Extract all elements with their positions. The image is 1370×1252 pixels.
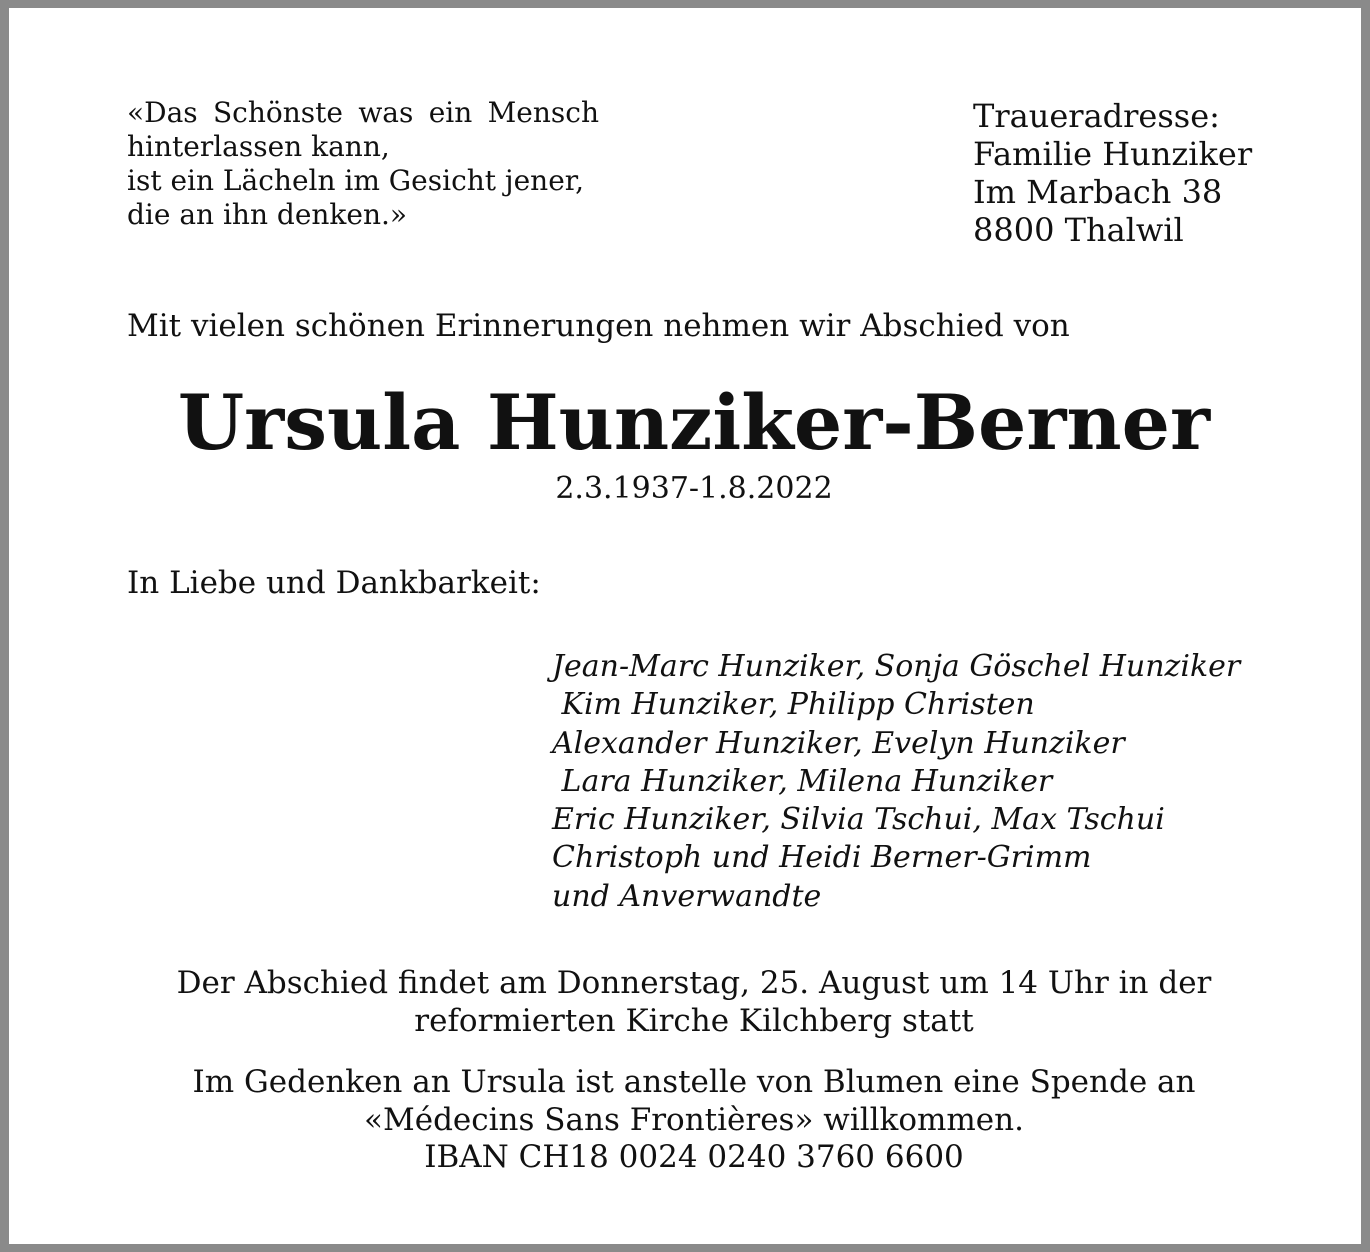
donation-line: Im Gedenken an Ursula ist anstelle von Blumen eine Spende an <box>192 1064 1196 1100</box>
address-street: Im Marbach 38 <box>973 173 1223 211</box>
donation-line: «Médecins Sans Frontières» willkommen. <box>364 1101 1024 1138</box>
ceremony-info <box>9 964 1370 1040</box>
quote-line: die an ihn denken.» <box>127 198 408 231</box>
memorial-quote <box>127 96 599 232</box>
family-line: Eric Hunziker, Silvia Tschui, Max Tschui <box>552 802 1165 838</box>
family-line: Lara Hunziker, Milena Hunziker <box>552 763 1053 799</box>
life-dates: 2.3.1937-1.8.2022 <box>555 471 833 506</box>
address-label: Traueradresse: <box>973 97 1220 135</box>
family-line: Kim Hunziker, Philipp Christen <box>552 687 1035 723</box>
family-line: und Anverwandte <box>552 878 822 914</box>
quote-line: ist ein Lächeln im Gesicht jener, <box>127 164 584 197</box>
iban: IBAN CH18 0024 0240 3760 6600 <box>424 1139 964 1175</box>
family-line: Alexander Hunziker, Evelyn Hunziker <box>552 725 1125 761</box>
quote-line: «Das Schönste was ein Mensch <box>127 96 599 129</box>
deceased-name: Ursula Hunziker-Berner <box>177 378 1211 467</box>
address-family: Familie Hunziker <box>973 135 1253 173</box>
address-city: 8800 Thalwil <box>973 211 1184 249</box>
ceremony-line: reformierten Kirche Kilchberg statt <box>414 1003 974 1039</box>
mourning-address <box>973 97 1252 249</box>
intro-text: Mit vielen schönen Erinnerungen nehmen wir Abschied von <box>127 308 1070 344</box>
ceremony-line: Der Abschied findet am Donnerstag, 25. August um 14 Uhr in der <box>176 965 1212 1001</box>
family-line: Christoph und Heidi Berner-Grimm <box>552 840 1092 876</box>
donation-info <box>9 1064 1370 1177</box>
quote-line: hinterlassen kann, <box>127 130 390 163</box>
thanks-heading: In Liebe und Dankbarkeit: <box>127 565 541 601</box>
family-line: Jean-Marc Hunziker, Sonja Göschel Hunziker <box>552 649 1241 684</box>
family-list <box>552 648 1240 916</box>
